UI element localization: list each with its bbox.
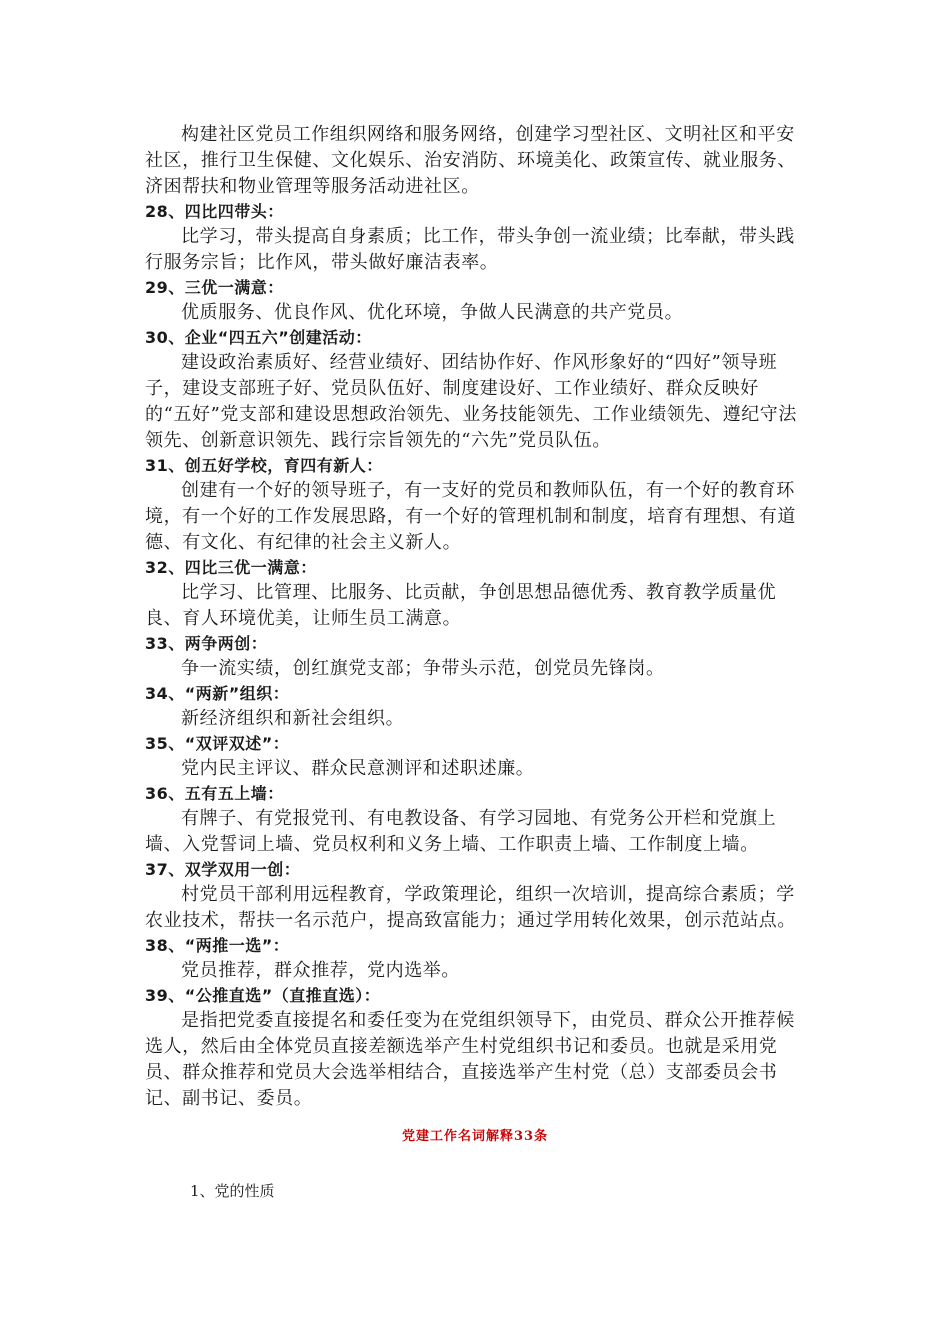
section-heading: 1、党的性质 [190, 1182, 275, 1200]
term-heading-34: 34、“两新”组织： [145, 684, 290, 703]
term-heading-28: 28、四比四带头： [145, 202, 284, 221]
intro-paragraph: 构建社区党员工作组织网络和服务网络，创建学习型社区、文明社区和平安社区，推行卫生保健、文化娱乐、治安消防、环境美化、政策宣传、就业服务、济困帮扶和物业管理等服务活动进社区。 [145, 124, 796, 197]
term-heading-29: 29、三优一满意： [145, 278, 284, 297]
term-heading-38: 38、“两推一选”： [145, 936, 290, 955]
term-body-29: 优质服务、优良作风、优化环境，争做人民满意的共产党员。 [181, 302, 684, 323]
term-body-38: 党员推荐，群众推荐，党内选举。 [181, 960, 460, 981]
term-heading-37: 37、双学双用一创： [145, 860, 301, 879]
term-heading-32: 32、四比三优一满意： [145, 558, 317, 577]
term-body-31: 创建有一个好的领导班子，有一支好的党员和教师队伍，有一个好的教育环境，有一个好的工作发展思路，有一个好的管理机制和制度，培育有理想、有道德、有文化、有纪律的社会主义新人。 [145, 480, 796, 553]
term-heading-39: 39、“公推直选”（直推直选）： [145, 986, 381, 1005]
term-body-33: 争一流实绩，创红旗党支部；争带头示范，创党员先锋岗。 [181, 658, 665, 679]
term-heading-35: 35、“双评双述”： [145, 734, 290, 753]
section-title: 党建工作名词解释33条 [401, 1129, 549, 1144]
term-heading-36: 36、五有五上墙： [145, 784, 284, 803]
term-body-36: 有牌子、有党报党刊、有电教设备、有学习园地、有党务公开栏和党旗上墙、入党誓词上墙、党员权利和义务上墙、工作职责上墙、工作制度上墙。 [145, 808, 777, 855]
term-body-30: 建设政治素质好、经营业绩好、团结协作好、作风形象好的“四好”领导班子，建设支部班子好、党员队伍好、制度建设好、工作业绩好、群众反映好的“五好”党支部和建设思想政治领先、业务技能领先、工作业绩领先、遵纪守法领先、创新意识领先、践行宗旨领先的“六先”党员队伍。 [145, 352, 798, 451]
document-body [145, 122, 800, 1112]
term-body-35: 党内民主评议、群众民意测评和述职述廉。 [181, 758, 535, 779]
term-heading-31: 31、创五好学校，育四有新人： [145, 456, 383, 475]
term-body-32: 比学习、比管理、比服务、比贡献，争创思想品德优秀、教育教学质量优良、育人环境优美，让师生员工满意。 [145, 582, 777, 629]
term-body-39: 是指把党委直接提名和委任变为在党组织领导下，由党员、群众公开推荐候选人，然后由全体党员直接差额选举产生村党组织书记和委员。也就是采用党员、群众推荐和党员大会选举相结合，直接选举产生村党（总）支部委员会书记、副书记、委员。 [145, 1010, 795, 1109]
term-body-28: 比学习，带头提高自身素质；比工作，带头争创一流业绩；比奉献，带头践行服务宗旨；比作风，带头做好廉洁表率。 [145, 226, 795, 273]
term-heading-33: 33、两争两创： [145, 634, 268, 653]
term-body-37: 村党员干部利用远程教育，学政策理论，组织一次培训，提高综合素质；学农业技术，帮扶一名示范户，提高致富能力；通过学用转化效果，创示范站点。 [145, 884, 796, 931]
term-body-34: 新经济组织和新社会组织。 [181, 708, 405, 729]
term-heading-30: 30、企业“四五六”创建活动： [145, 328, 372, 347]
